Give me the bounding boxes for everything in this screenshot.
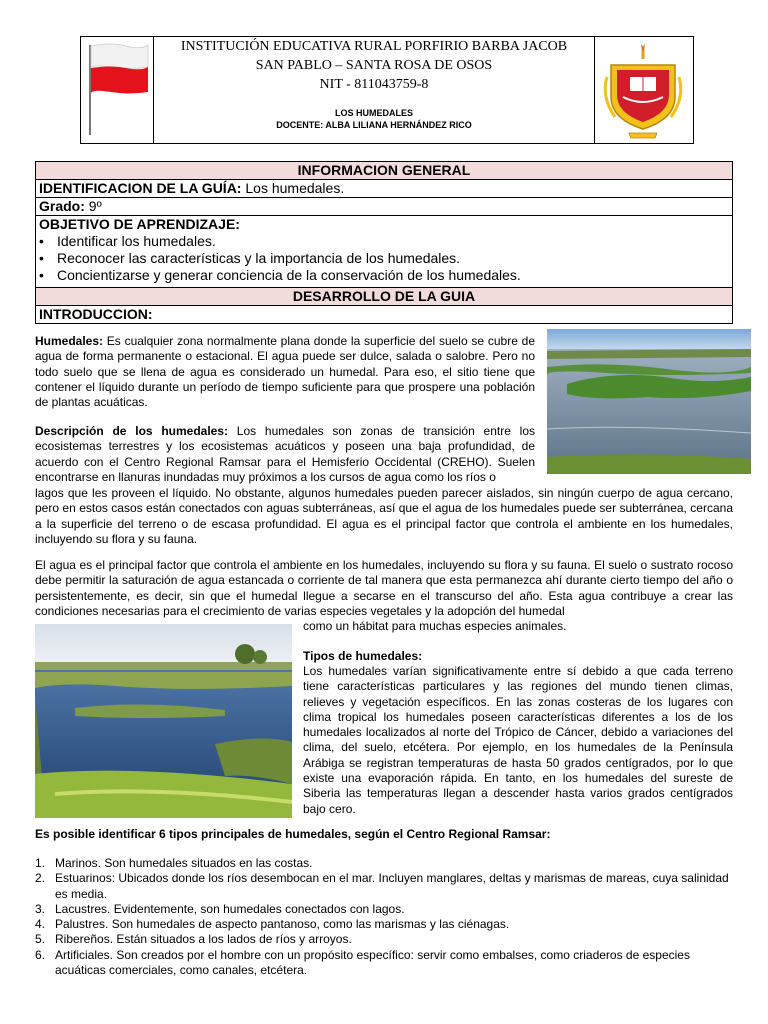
teacher-name: DOCENTE: ALBA LILIANA HERNÁNDEZ RICO — [276, 120, 472, 130]
list-item: 1. Marinos. Son humedales situados en las costas. — [35, 856, 313, 870]
list-item: 2. Estuarinos: Ubicados donde los ríos desembocan en el mar. Incluyen manglares, deltas y marismas de mareas, cuya salinidad es media. — [35, 871, 729, 901]
ramsar-heading: Es posible identificar 6 tipos principales de humedales, según el Centro Regional Ramsar: — [35, 827, 551, 841]
institution-nit: NIT - 811043759-8 — [319, 77, 429, 92]
development-table — [35, 287, 733, 324]
general-info-title: INFORMACION GENERAL — [36, 162, 732, 180]
tipos-heading: Tipos de humedales: — [303, 649, 423, 663]
objective-item: • Identificar los humedales. — [39, 233, 216, 249]
development-title: DESARROLLO DE LA GUIA — [36, 288, 732, 306]
header-title-block — [153, 37, 595, 143]
paragraph-agua: El agua es el principal factor que controla el ambiente en los humedales, incluyendo su flora y su fauna. El suelo o sustrato rocoso debe permitir la saturación de agua estancada o corriente de tal manera que esta permanezca ahí durante cierto tiempo del año o persistentemente, es decir, sin que el humedal llegue a secarse en el transcurso del año. Esta agua contribuye a crear las condiciones necesarias para el crecimiento de varias especies vegetales y la adopción del humedal — [35, 558, 733, 618]
guide-identification-value: Los humedales. — [241, 180, 345, 196]
list-item: 4. Palustres. Son humedales de aspecto pantanoso, como las marismas y las ciénagas. — [35, 917, 510, 932]
objective-item: • Reconocer las características y la importancia de los humedales. — [39, 250, 461, 266]
wetland-photo-1 — [547, 329, 751, 474]
list-item: 5. Ribereños. Están situados a los lados de ríos y arroyos. — [35, 932, 352, 947]
paragraph-agua-continued: como un hábitat para muchas especies animales. — [303, 619, 567, 633]
learning-objective-row — [36, 216, 732, 288]
flag-logo — [81, 37, 153, 143]
paragraph-tipos: Los humedales varían significativamente entre sí debido a que cada terreno tiene características particulares y las regiones del mundo tienen climas, relieves y vegetación específicos. En las zonas costeras de los lugares con clima tropical los humedales poseen características diferentes a los de los humedales localizados al norte del Trópico de Cáncer, debido a variaciones del clima, del suelo, etcétera. Por ejemplo, en los humedales de la Península Arábiga se registran temperaturas de hasta 50 grados centígrados, por lo que existe una evaporación rápida. En tanto, en los humedales del sureste de Siberia las temperaturas llegan a descender hasta varios grados centígrados bajo cero. — [303, 664, 733, 816]
grade-label: Grado: — [39, 198, 85, 214]
wetland-photo-2 — [35, 624, 292, 818]
institution-name: INSTITUCIÓN EDUCATIVA RURAL PORFIRIO BARBA JACOB — [180, 39, 568, 54]
header-table — [80, 36, 694, 144]
paragraph-descripcion: Descripción de los humedales: Los humedales son zonas de transición entre los ecosistemas terrestres y los ecosistemas acuáticos y poseen una baja profundidad, de acuerdo con el Centro Regional Ramsar para el Hemisferio Occidental (CREHO). Suelen encontrarse en llanuras inundadas muy próximos a los cursos de agua como los ríos o — [35, 424, 535, 484]
grade-row — [36, 198, 732, 216]
general-info-table — [35, 161, 733, 289]
learning-objective-label: OBJETIVO DE APRENDIZAJE: — [39, 216, 240, 232]
list-item: 3. Lacustres. Evidentemente, son humedales conectados con lagos. — [35, 901, 405, 916]
guide-identification-row — [36, 180, 732, 198]
paragraph-humedales: Humedales: Es cualquier zona normalmente plana donde la superficie del suelo se cubre de agua de forma permanente o estacional. El agua puede ser dulce, salada o salobre. Pero no todo suelo que se llena de agua es considerado un humedal. Para eso, el sitio tiene que contener el líquido durante un período de tiempo suficiente para que prospere una población de plantas acuáticas. — [35, 334, 535, 410]
institution-location: SAN PABLO – SANTA ROSA DE OSOS — [255, 58, 493, 73]
school-shield-logo — [595, 37, 693, 143]
guide-identification-label: IDENTIFICACION DE LA GUÍA: — [39, 180, 242, 196]
list-item: 6. Artificiales. Son creados por el hombre con un propósito específico: servir como embalses, como criaderos de especies acuáticas comerciales, como canales, etcétera. — [35, 947, 690, 978]
wetland-types-list — [35, 856, 733, 978]
introduction-label: INTRODUCCION: — [39, 306, 153, 322]
guide-subject: LOS HUMEDALES — [334, 108, 413, 118]
objective-item: • Concientizarse y generar conciencia de la conservación de los humedales. — [39, 267, 521, 283]
shield-cell — [594, 37, 693, 143]
paragraph-descripcion-continued: lagos que les proveen el líquido. No obstante, algunos humedales pueden parecer aislados, sin ningún cuerpo de agua cercano, pero en estos casos están conectados con aguas subterráneas, así que el agua de los humedales puede ser subterránea, cercana a la superficie del terreno o de escasa profundidad. El agua es el principal factor que controla el ambiente en los humedales, incluyendo su flora y su fauna. — [35, 486, 733, 546]
grade-value: 9º — [84, 198, 102, 214]
flag-cell — [81, 37, 154, 143]
